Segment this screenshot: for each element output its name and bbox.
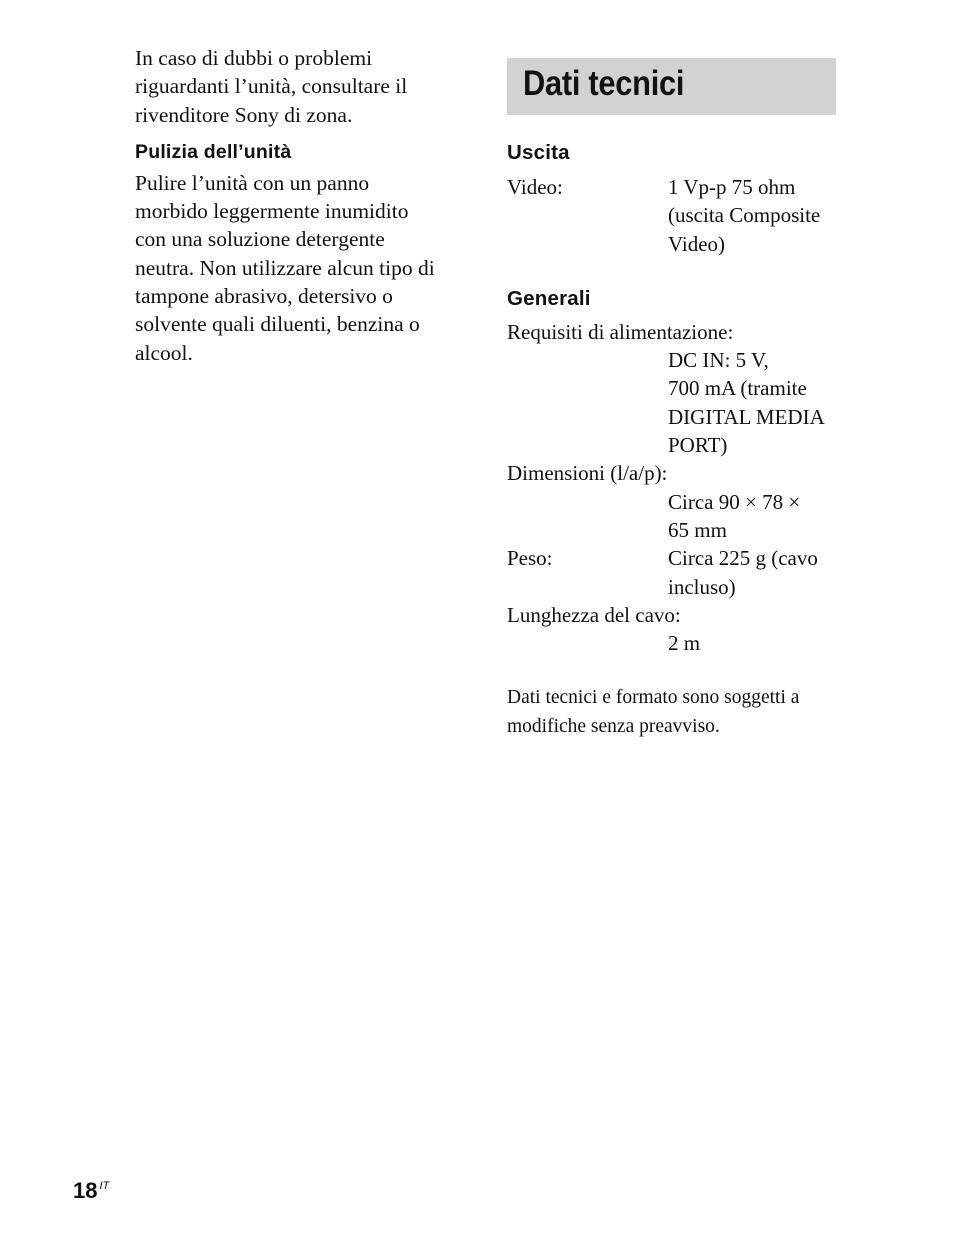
page-language-code: IT xyxy=(99,1180,110,1192)
spec-label-cable: Lunghezza del cavo: xyxy=(507,602,681,627)
spec-value-dimensions: Circa 90 × 78 × 65 mm xyxy=(668,489,801,542)
spec-label-video: Video: xyxy=(507,175,563,199)
page-title: Dati tecnici xyxy=(523,64,685,103)
cleaning-paragraph: Pulire l’unità con un panno morbido leggermente inumidito con una soluzione detergente neutra. Non utilizzare alcun tipo di tampone abrasivo, detersivo o solvente quali diluenti, benzina o alcool. xyxy=(135,170,435,365)
page-number xyxy=(73,1178,109,1204)
spec-label-dimensions: Dimensioni (l/a/p): xyxy=(507,461,668,486)
spec-label-power: Requisiti di alimentazione: xyxy=(507,319,734,344)
spec-value-video: 1 Vp-p 75 ohm (uscita Composite Video) xyxy=(668,175,821,256)
specs-column xyxy=(507,58,837,741)
specs-title-bar xyxy=(507,58,836,115)
spec-value-cable: 2 m xyxy=(668,631,701,656)
spec-row-video xyxy=(507,173,837,258)
general-heading: Generali xyxy=(507,286,591,310)
spec-label-weight: Peso: xyxy=(507,546,553,571)
left-column xyxy=(135,44,470,367)
page-number-value: 18 xyxy=(73,1178,98,1203)
spec-row-cable xyxy=(507,601,837,658)
spec-row-weight xyxy=(507,544,837,601)
intro-paragraph: In caso di dubbi o problemi riguardanti l’unità, consultare il rivenditore Sony di zona. xyxy=(135,46,408,127)
cleaning-heading: Pulizia dell’unità xyxy=(135,140,292,163)
spec-row-power xyxy=(507,318,837,459)
specs-note: Dati tecnici e formato sono soggetti a modifiche senza preavviso. xyxy=(507,687,800,737)
spec-value-weight: Circa 225 g (cavo incluso) xyxy=(668,546,818,599)
spec-row-dimensions xyxy=(507,459,837,544)
spec-value-power: DC IN: 5 V, 700 mA (tramite DIGITAL MEDIA PORT) xyxy=(668,348,825,458)
output-heading: Uscita xyxy=(507,141,570,164)
